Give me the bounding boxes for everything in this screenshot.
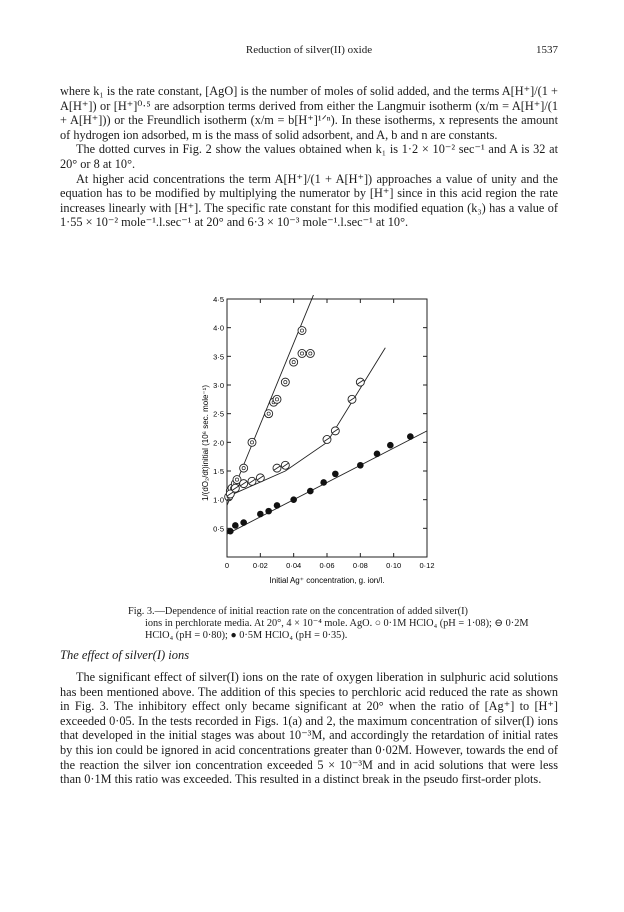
chart-lines — [227, 295, 427, 534]
data-point-open — [240, 464, 248, 472]
data-point-circle-bar — [240, 480, 248, 488]
data-point-filled — [274, 502, 281, 509]
running-title: Reduction of silver(II) oxide — [245, 44, 373, 56]
chart-points — [225, 327, 414, 535]
y-tick-label: 0·5 — [213, 524, 224, 534]
data-point-ring — [281, 378, 289, 386]
paragraph-2: The dotted curves in Fig. 2 show the values obtained when k₁ is 1·2 × 10⁻² sec⁻¹ and A is 32 at 20° or 8 at 10°. — [60, 142, 558, 171]
data-point-open — [298, 327, 306, 335]
chart-ticks — [213, 295, 434, 570]
y-tick-label: 1·0 — [213, 495, 224, 505]
data-point-filled — [227, 528, 234, 535]
y-tick-label: 1·5 — [213, 467, 224, 476]
data-point-circle-bar — [231, 484, 239, 492]
x-tick-label: 0·02 — [252, 561, 268, 570]
y-tick-label: 2·5 — [213, 409, 224, 419]
text-block-bottom — [60, 670, 558, 787]
x-tick-label: 0·10 — [386, 561, 402, 570]
y-tick-label: 4·0 — [213, 323, 224, 333]
data-point-filled — [232, 522, 239, 529]
y-tick-label: 3·5 — [213, 352, 224, 362]
y-tick-label: 2·0 — [213, 438, 224, 448]
figure-3-chart — [195, 295, 445, 587]
x-tick-label: 0·12 — [419, 561, 435, 570]
data-point-filled — [357, 462, 364, 469]
data-point-circle-bar — [256, 474, 264, 482]
data-point-ring — [290, 358, 298, 366]
data-point-filled — [332, 471, 339, 478]
data-point-circle-bar — [273, 464, 281, 472]
data-point-open — [265, 410, 273, 418]
data-point-filled — [387, 442, 394, 449]
data-point-circle-bar — [323, 435, 331, 443]
y-axis-label: 1/(dO₂/dt)initial (10⁶ sec. mole⁻¹) — [201, 385, 210, 501]
caption-lead: Fig. 3.—Dependence of initial reaction rate on the concentration of added silver(I) — [128, 606, 468, 617]
x-tick-label: 0·04 — [286, 561, 302, 570]
data-point-filled — [240, 519, 247, 526]
paragraph-1: where k₁ is the rate constant, [AgO] is the number of moles of solid added, and the terms A[H⁺]/(1 + A[H⁺]) or [H⁺]⁰·⁵ are adsorption terms derived from either the Langmuir isotherm (x/m = A[H⁺]/(1 + A[H⁺])) or the Freundlich isotherm (x/m = b[H⁺]¹ᐟⁿ). In these isotherms, x represents the amount of hydrogen ion adsorbed, m is the mass of solid adsorbent, and A, b and n are constants. — [60, 84, 558, 142]
data-point-open — [306, 349, 314, 357]
text-block-top — [60, 84, 558, 230]
data-point-ring — [248, 438, 256, 446]
data-point-circle-bar — [248, 477, 256, 485]
data-point-filled — [307, 488, 314, 495]
paragraph-4: The significant effect of silver(I) ions on the rate of oxygen liberation in sulphuric acid solutions has been mentioned above. The addition of this species to perchloric acid reduced the rate as shown in Fig. 3. The inhibitory effect only became significant at 20° when the ratio of [Ag⁺] to [H⁺] exceeded 0·05. In the tests recorded in Figs. 1(a) and 2, the maximum concentration of silver(I) ions that developed in the initial stages was about 10⁻³M, and accordingly the retardation of initial rates by this ion could be ignored in acid concentrations greater than 0·02M. However, towards the end of the reaction the silver ion concentration exceeded 5 × 10⁻³M and in acid solutions that were less than 0·1M this ratio was exceeded. This resulted in a distinct break in the pseudo first-order plots. — [60, 670, 558, 787]
data-point-ring — [265, 410, 273, 418]
data-point-circle-bar — [356, 378, 364, 386]
data-point-filled — [290, 496, 297, 503]
data-point-open — [273, 395, 281, 403]
y-tick-label: 3·0 — [213, 381, 224, 390]
page-number: 1537 — [536, 44, 558, 56]
section-heading: The effect of silver(I) ions — [60, 648, 190, 662]
y-tick-label: 4·5 — [213, 295, 224, 304]
running-header — [60, 44, 558, 62]
data-point-filled — [407, 433, 414, 440]
x-tick-label: 0·08 — [352, 561, 368, 570]
data-point-filled — [257, 511, 264, 518]
data-point-ring — [240, 464, 248, 472]
data-point-circle-bar — [331, 427, 339, 435]
data-point-filled — [374, 451, 381, 458]
data-point-open — [298, 349, 306, 357]
data-point-filled — [265, 508, 272, 515]
paragraph-3: At higher acid concentrations the term A[H⁺]/(1 + A[H⁺]) approaches a value of unity and the equation has to be modified by multiplying the numerator by [H⁺] since in this acid region the rate increases linearly with [H⁺]. The specific rate constant for this modified equation (k₃) has a value of 1·55 × 10⁻² mole⁻¹.l.sec⁻¹ at 20° and 6·3 × 10⁻³ mole⁻¹.l.sec⁻¹ at 10°. — [60, 171, 558, 230]
data-point-open — [290, 358, 298, 366]
series-fit-line — [227, 348, 385, 497]
x-tick-label: 0 — [224, 561, 230, 570]
data-point-ring — [273, 395, 281, 403]
data-point-open — [248, 438, 256, 446]
data-point-circle-bar — [348, 395, 356, 403]
x-tick-label: 0·06 — [319, 561, 335, 570]
data-point-ring — [298, 327, 306, 335]
series-fit-line — [227, 431, 427, 534]
x-axis-label: Initial Ag⁺ concentration, g. ion/l. — [269, 576, 385, 585]
data-point-filled — [320, 479, 327, 486]
data-point-open — [281, 378, 289, 386]
data-point-circle-bar — [281, 461, 289, 469]
data-point-ring — [306, 349, 314, 357]
data-point-ring — [298, 349, 306, 357]
caption-rest: ions in perchlorate media. At 20°, 4 × 10⁻⁴ mole. AgO. ○ 0·1M HClO₄ (pH = 1·08); ⊖ 0·2M HClO₄ (pH = 0·80); ● 0·5M HClO₄ (pH = 0·35). — [145, 618, 529, 641]
figure-caption — [128, 606, 533, 642]
